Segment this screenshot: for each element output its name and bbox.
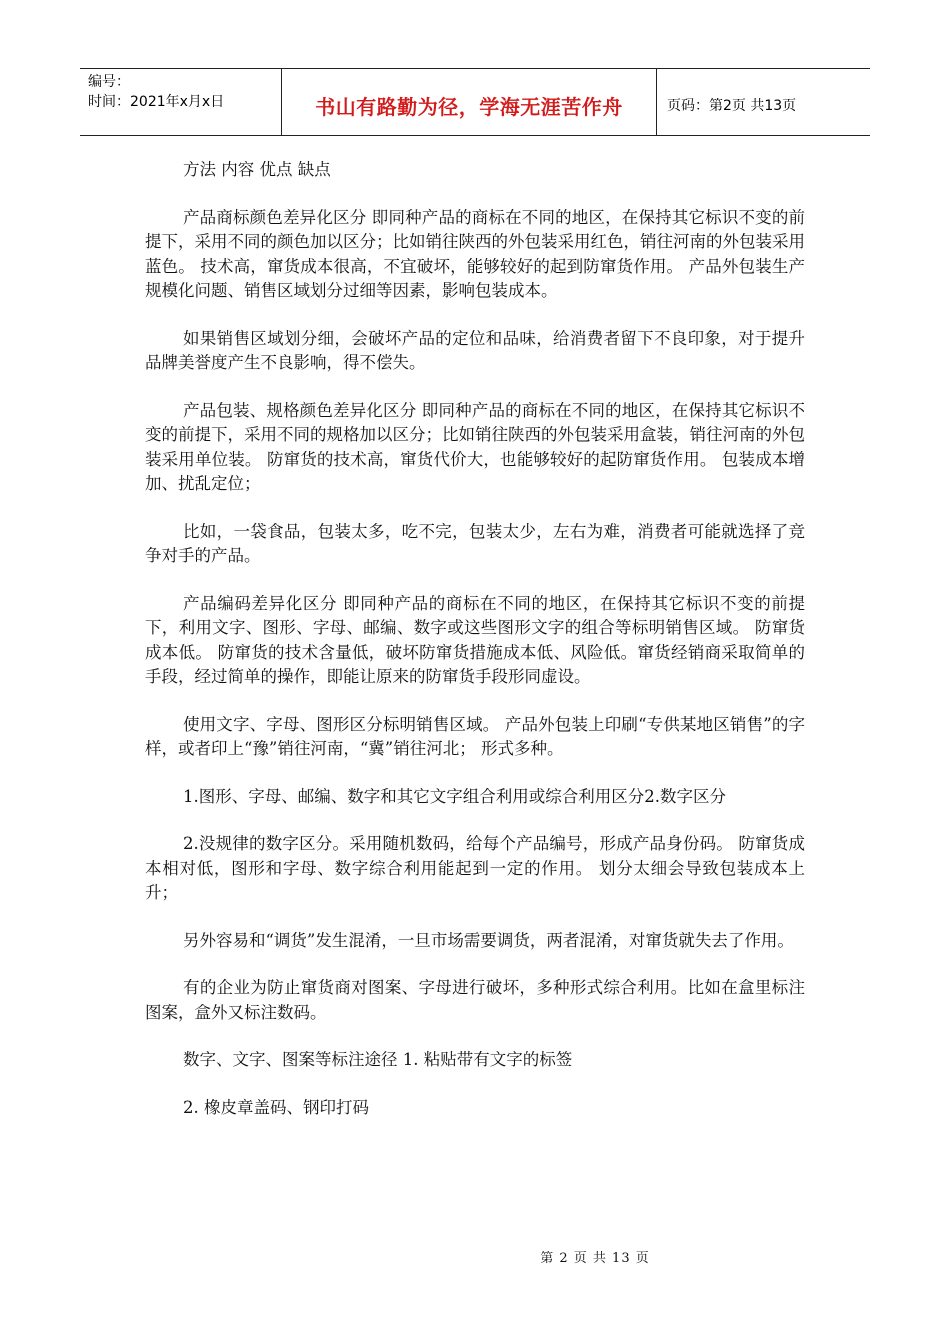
paragraph: 2. 橡皮章盖码、钢印打码 bbox=[183, 1097, 369, 1117]
paragraph: 另外容易和“调货”发生混淆，一旦市场需要调货，两者混淆，对窜货就失去了作用。 bbox=[183, 930, 794, 950]
paragraph: 2.没规律的数字区分。采用随机数码，给每个产品编号，形成产品身份码。 防窜货成本相对低，图形和字母、数字综合利用能起到一定的作用。 划分太细会导致包装成本上升； bbox=[145, 834, 805, 902]
footer-page-number: 第 2 页 共 13 页 bbox=[540, 1251, 650, 1266]
paragraph: 方法 内容 优点 缺点 bbox=[183, 160, 331, 179]
header-motto: 书山有路勤为径，学海无涯苦作舟 bbox=[315, 94, 623, 119]
paragraph: 产品商标颜色差异化区分 即同种产品的商标在不同的地区，在保持其它标识不变的前提下，采用不同的颜色加以区分；比如销往陕西的外包装采用红色，销往河南的外包装采用蓝色。 技术高，窜货成本很高，不宜破坏，能够较好的起到防窜货作用。 产品外包装生产规模化问题、销售区域划分过细等因素，影响包装成本。 bbox=[145, 207, 805, 300]
paragraph: 有的企业为防止窜货商对图案、字母进行破坏，多种形式综合利用。比如在盒里标注图案，盒外又标注数码。 bbox=[145, 978, 805, 1022]
paragraph: 如果销售区域划分细，会破坏产品的定位和品味，给消费者留下不良印象，对于提升品牌美誉度产生不良影响，得不偿失。 bbox=[145, 328, 805, 372]
paragraph: 产品包装、规格颜色差异化区分 即同种产品的商标在不同的地区，在保持其它标识不变的前提下，采用不同的规格加以区分；比如销往陕西的外包装采用盒装，销往河南的外包装采用单位装。 防窜货的技术高，窜货代价大，也能够较好的起防窜货作用。 包装成本增加、扰乱定位； bbox=[145, 400, 805, 493]
document-body bbox=[145, 158, 805, 1143]
header-page-info-cell bbox=[657, 69, 870, 135]
page-footer bbox=[0, 1247, 950, 1266]
header-page-info: 页码：第2页 共13页 bbox=[667, 98, 797, 114]
paragraph: 产品编码差异化区分 即同种产品的商标在不同的地区，在保持其它标识不变的前提下，利用文字、图形、字母、邮编、数字或这些图形文字的组合等标明销售区域。 防窜货成本低。 防窜货的技术含量低，破坏防窜货措施成本低、风险低。窜货经销商采取简单的手段，经过简单的操作，即能让原来的防窜货手段形同虚设。 bbox=[145, 593, 805, 686]
header-meta bbox=[80, 69, 282, 135]
paragraph: 数字、文字、图案等标注途径 1. 粘贴带有文字的标签 bbox=[183, 1050, 573, 1069]
paragraph: 比如，一袋食品，包装太多，吃不完，包装太少，左右为难，消费者可能就选择了竞争对手的产品。 bbox=[145, 521, 805, 565]
document-number: 编号： bbox=[88, 74, 130, 90]
document-time: 时间：2021年x月x日 bbox=[88, 94, 225, 110]
paragraph: 使用文字、字母、图形区分标明销售区域。 产品外包装上印刷“专供某地区销售”的字样，或者印上“豫”销往河南，“冀”销往河北； 形式多种。 bbox=[145, 714, 805, 758]
page-header bbox=[80, 68, 870, 136]
paragraph: 1.图形、字母、邮编、数字和其它文字组合利用或综合利用区分2.数字区分 bbox=[183, 786, 726, 806]
header-motto-cell bbox=[282, 69, 657, 135]
